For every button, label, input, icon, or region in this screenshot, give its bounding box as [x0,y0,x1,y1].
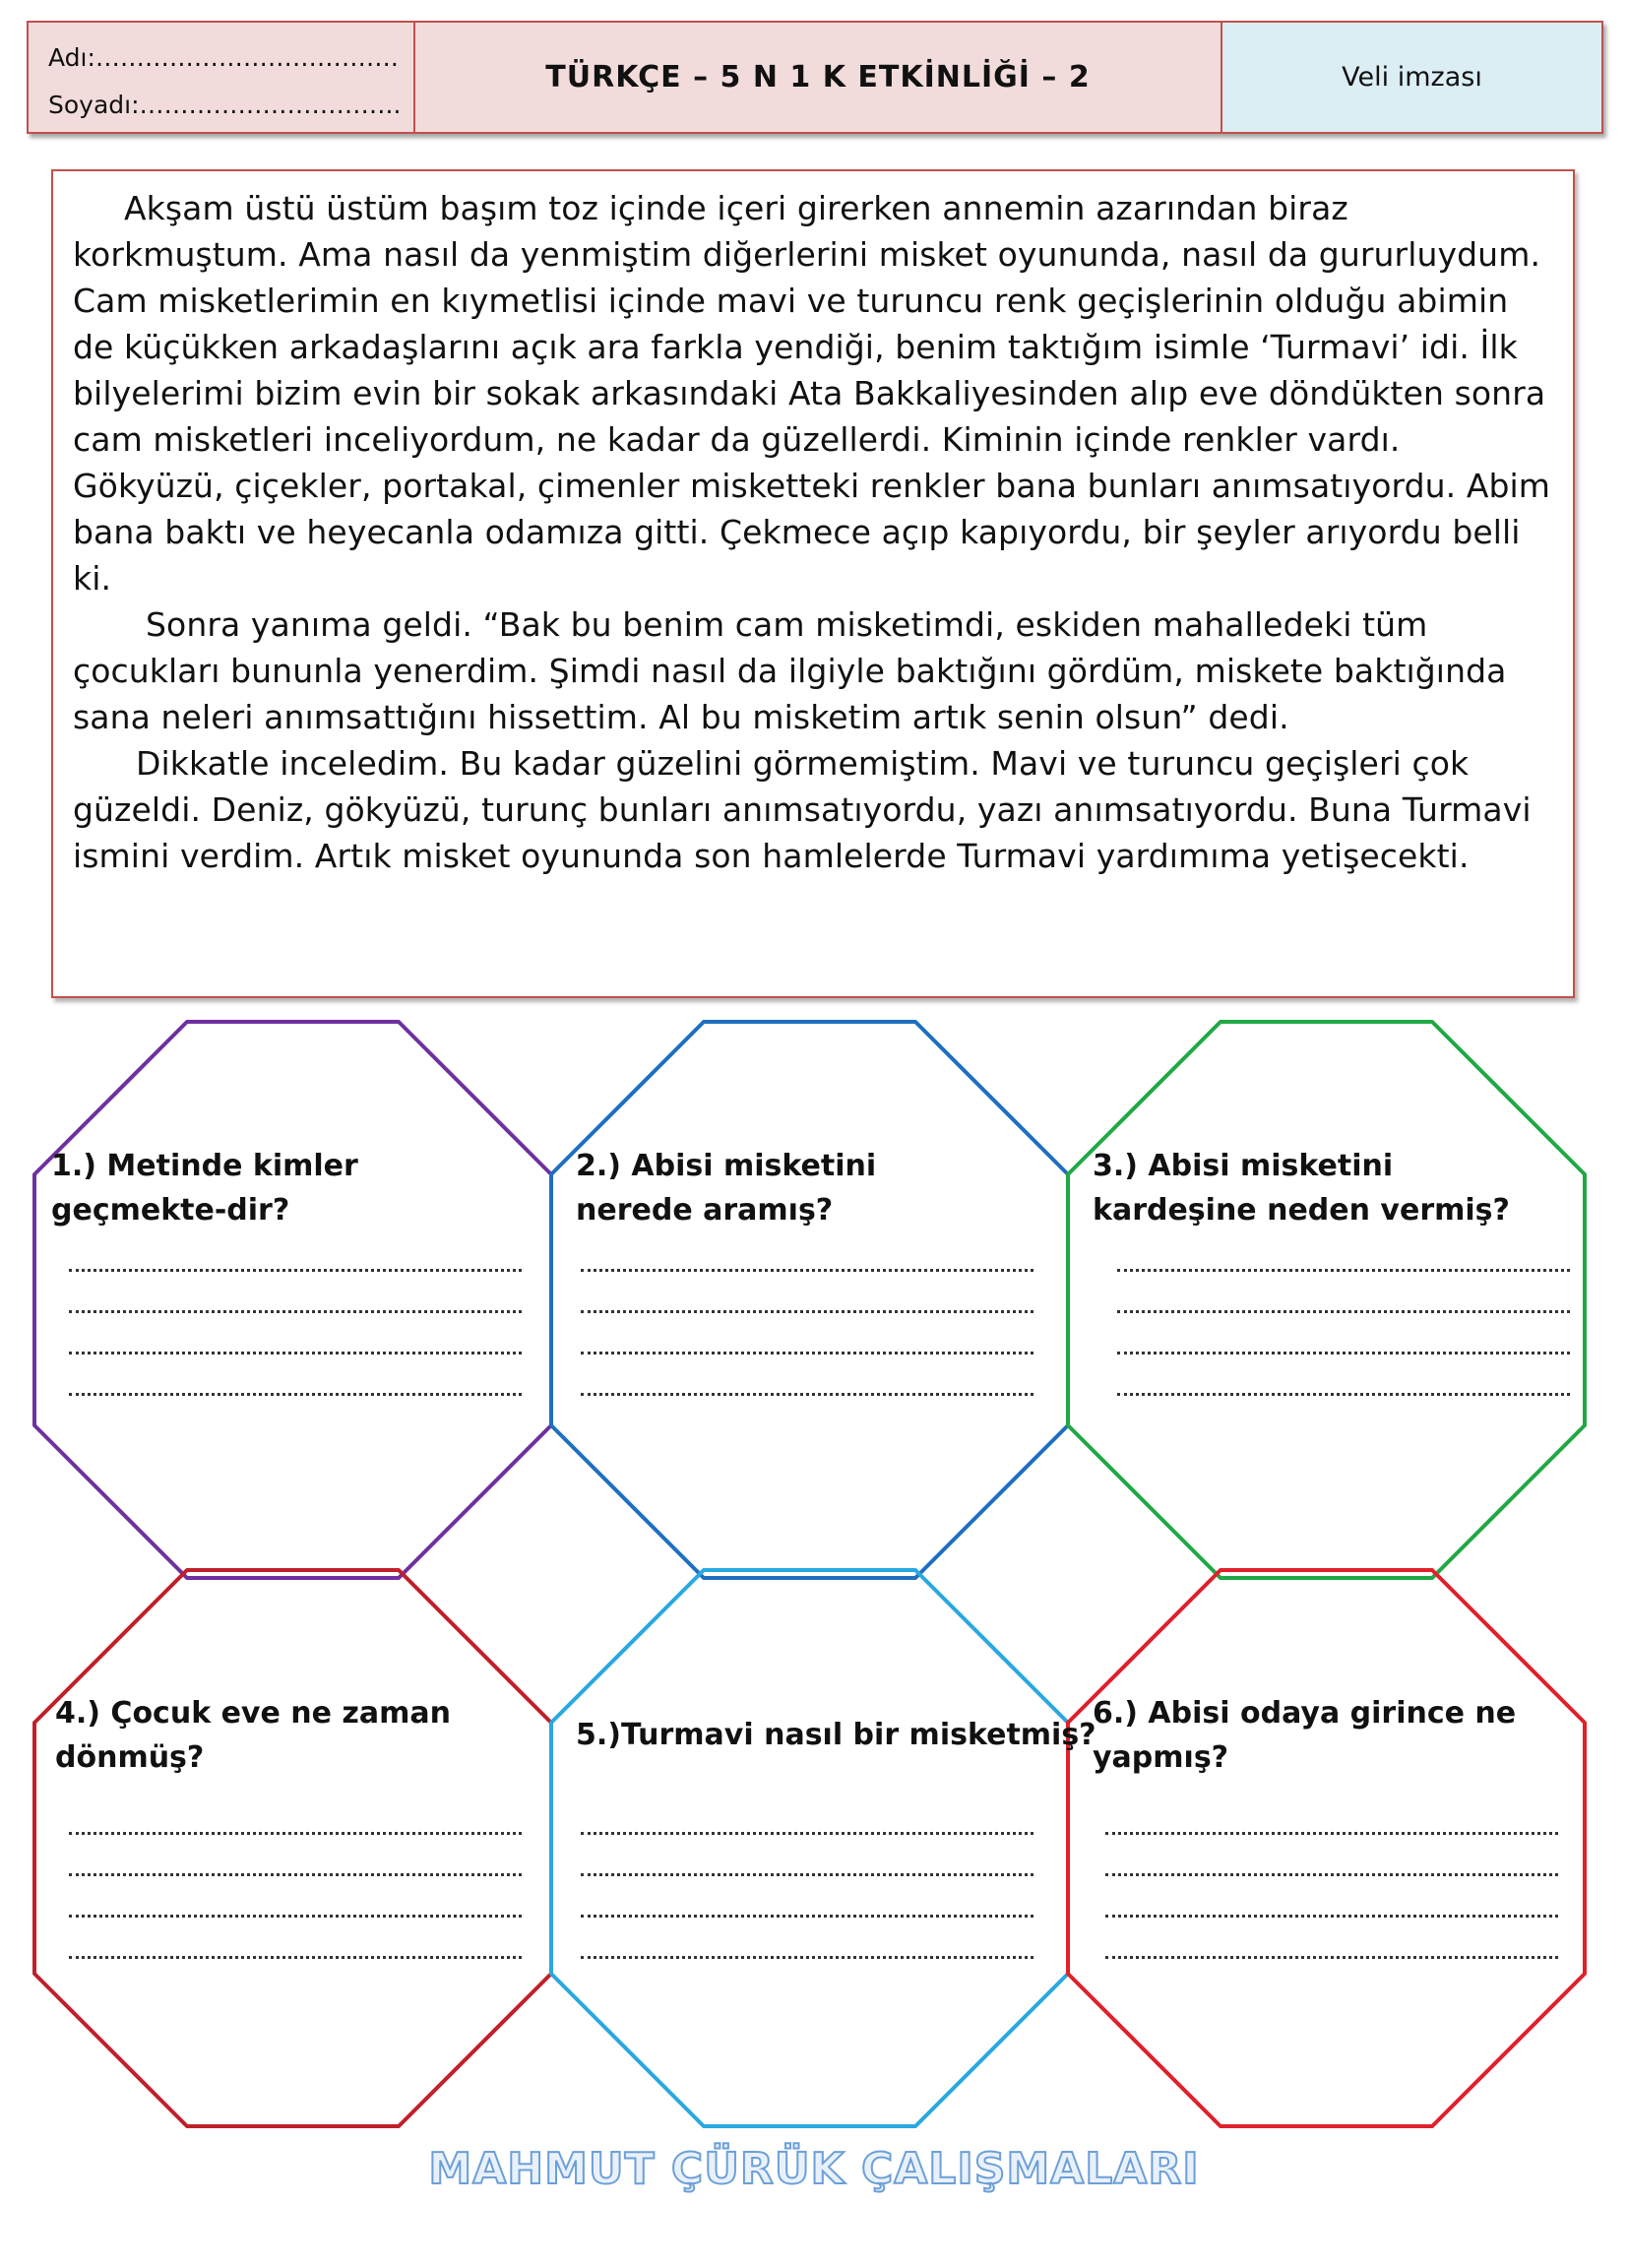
question-2: 2.) Abisi misketini nerede aramış? [576,1149,877,1228]
question-3: 3.) Abisi misketini kardeşine neden vermiş? [1093,1149,1510,1228]
question-6: 6.) Abisi odaya girince ne yapmış? [1093,1696,1517,1775]
question-5: 5.)Turmavi nasıl bir misketmiş? [576,1718,1096,1752]
answer-lines-3[interactable] [1117,1230,1570,1396]
surname-field[interactable]: Soyadı:………………………….. [48,91,402,119]
question-4: 4.) Çocuk eve ne zaman dönmüş? [55,1696,451,1775]
answer-lines-2[interactable] [581,1230,1033,1396]
footer-watermark: MAHMUT ÇÜRÜK ÇALIŞMALARI [428,2144,1200,2194]
answer-lines-1[interactable] [69,1230,522,1396]
answer-lines-4[interactable] [69,1794,522,1959]
story-paragraph-3: Dikkatle inceledim. Bu kadar güzelini görmemiştim. Mavi ve turuncu geçişleri çok güzeldi. Deniz, gökyüzü, turunç bunları anımsatıyordu, yazı anımsatıyordu. Buna Turmavi ismini verdim. Artık misket oyununda son hamlelerde Turmavi yardımıma yetişecekti. [73,744,1532,875]
question-1: 1.) Metinde kimler geçmekte-dir? [51,1149,358,1228]
answer-lines-6[interactable] [1105,1794,1558,1959]
story-paragraph-1: Akşam üstü üstüm başım toz içinde içeri girerken annemin azarından biraz korkmuştum. Ama nasıl da yenmiştim diğerlerini misket oyununda, nasıl da gururluydum. Cam misketlerimin en kıymetlisi içinde mavi ve turuncu renk geçişlerinin olduğu abimin de küçükken arkadaşlarını açık ara farkla yendiği, benim taktığım isimle ‘Turmavi’ idi. İlk bilyelerimi bizim evin bir sokak arkasındaki Ata Bakkaliyesinden alıp eve döndükten sonra cam misketleri inceliyordum, ne kadar da güzellerdi. Kiminin içinde renkler vardı. Gökyüzü, çiçekler, portakal, çimenler misketteki renkler bana bunları anımsatıyordu. Abim bana baktı ve heyecanla odamıza gitti. Çekmece açıp kapıyordu, bir şeyler arıyordu belli ki. [73,189,1551,598]
parent-signature-box[interactable]: Veli imzası [1221,21,1603,134]
story-paragraph-2: Sonra yanıma geldi. “Bak bu benim cam misketimdi, eskiden mahalledeki tüm çocukları bununla yenerdim. Şimdi nasıl da ilgiyle baktığını gördüm, miskete baktığında sana neleri anımsattığını hissettim. Al bu misketim artık senin olsun” dedi. [73,605,1507,736]
name-field[interactable]: Adı:………………………………. [48,43,399,72]
answer-lines-5[interactable] [581,1794,1033,1959]
worksheet-title: TÜRKÇE – 5 N 1 K ETKİNLİĞİ – 2 [415,21,1221,134]
